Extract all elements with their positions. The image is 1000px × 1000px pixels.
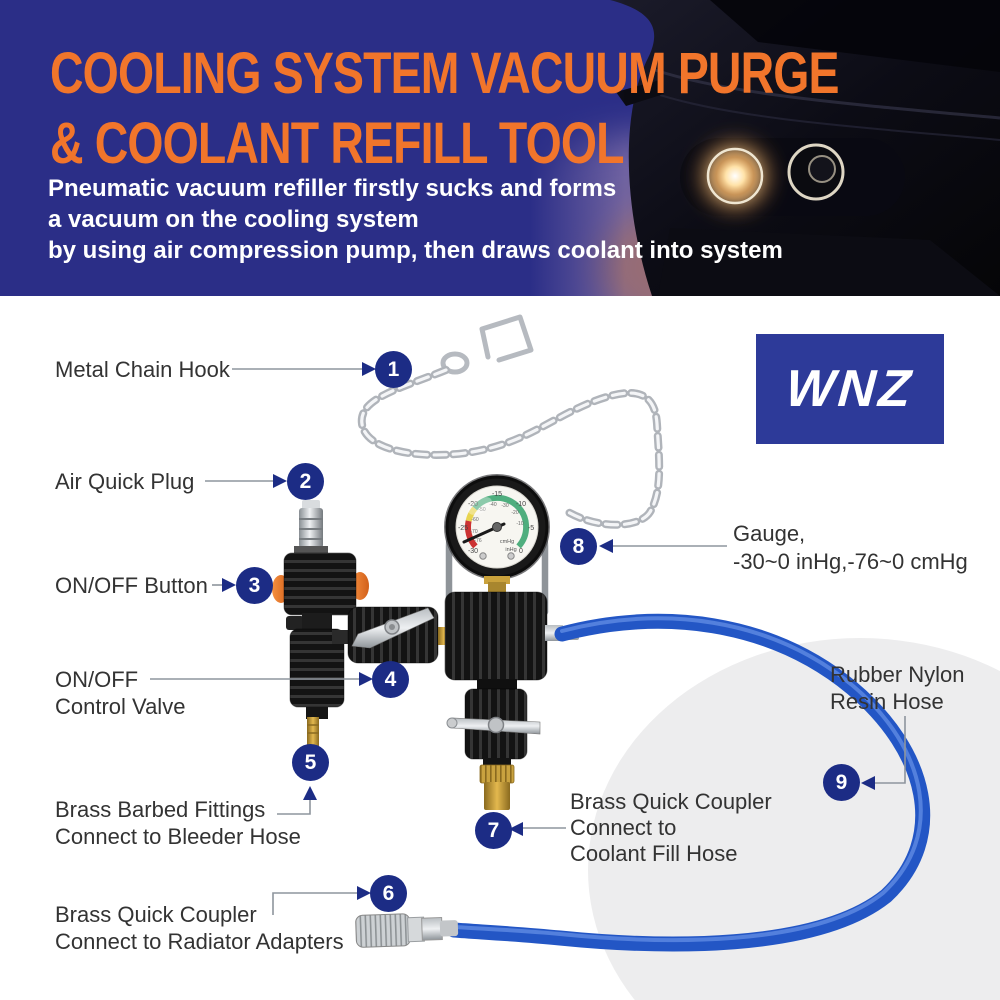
main-body <box>445 592 547 680</box>
label-line: Coolant Fill Hose <box>570 841 738 866</box>
header-banner <box>0 0 1000 296</box>
callout-label-8 <box>733 520 968 576</box>
chain-hook <box>482 317 531 360</box>
pump-side-port <box>286 616 304 630</box>
callout-label-4 <box>55 666 185 720</box>
hose-quick-coupler <box>355 912 458 948</box>
svg-text:-60: -60 <box>471 517 479 523</box>
callout-badge-9: 9 <box>823 764 860 801</box>
callout-badge-4: 4 <box>372 661 409 698</box>
label-line: ON/OFF Button <box>55 573 208 598</box>
subtitle-line-2: a vacuum on the cooling system <box>48 206 419 233</box>
brand-logo: WNZ <box>784 360 916 418</box>
gauge <box>445 475 549 579</box>
svg-text:-30: -30 <box>467 548 479 555</box>
label-line: Brass Quick Coupler <box>55 902 257 927</box>
svg-text:-70: -70 <box>470 529 478 535</box>
brass-quick-coupler-coolant <box>484 782 510 810</box>
gauge-needle-hub <box>493 523 502 532</box>
callout-arrow-5 <box>303 786 317 800</box>
callout-badge-8: 8 <box>560 528 597 565</box>
lower-valve-bolt <box>489 718 504 733</box>
svg-text:-25: -25 <box>457 525 469 532</box>
label-line: Gauge, <box>733 521 806 546</box>
brass-quick-coupler-collar <box>480 765 514 783</box>
svg-text:-50: -50 <box>478 507 486 513</box>
callout-badge-2: 2 <box>287 463 324 500</box>
svg-text:-20: -20 <box>511 510 519 516</box>
valve-connector <box>332 630 350 644</box>
callout-arrow-8 <box>599 539 613 553</box>
callout-badge-7: 7 <box>475 812 512 849</box>
callout-label-3 <box>55 572 208 599</box>
label-line: Brass Barbed Fittings <box>55 797 266 822</box>
label-line: Connect to <box>570 815 677 840</box>
svg-text:-30: -30 <box>501 503 509 509</box>
header-text-block <box>0 0 1000 296</box>
callout-arrow-1 <box>362 362 376 376</box>
brass-barbed-fitting <box>307 717 319 747</box>
gauge-unit-inhg: inHg <box>505 547 517 553</box>
callout-arrow-3 <box>222 578 236 592</box>
svg-text:-40: -40 <box>489 502 497 508</box>
body-neck <box>477 679 517 690</box>
label-line: Connect to Radiator Adapters <box>55 929 344 954</box>
label-line: Metal Chain Hook <box>55 357 230 382</box>
svg-text:0: 0 <box>519 548 523 555</box>
label-line: Rubber Nylon <box>830 662 965 687</box>
callout-label-1 <box>55 356 230 383</box>
callout-label-5 <box>55 796 301 850</box>
page-title-line-1: COOLING SYSTEM VACUUM PURGE <box>50 41 839 106</box>
callout-label-7 <box>570 789 772 867</box>
gauge-screw-right <box>508 553 514 559</box>
svg-text:-20: -20 <box>467 501 479 508</box>
coupler-knurled-sleeve <box>355 914 410 948</box>
gauge-screw-left <box>480 553 486 559</box>
pump-mid-joint <box>302 613 332 631</box>
coupler-ferrule <box>440 920 459 937</box>
callout-badge-1: 1 <box>375 351 412 388</box>
callout-label-6 <box>55 901 344 955</box>
pump-body-upper <box>284 553 356 615</box>
callout-label-2 <box>55 468 194 495</box>
subtitle-line-1: Pneumatic vacuum refiller firstly sucks and forms <box>48 175 617 202</box>
callout-label-9 <box>830 661 965 715</box>
callout-badge-6: 6 <box>370 875 407 912</box>
callout-badge-3: 3 <box>236 567 273 604</box>
svg-text:-10: -10 <box>516 521 524 527</box>
svg-text:-10: -10 <box>515 501 527 508</box>
callout-arrow-2 <box>273 474 287 488</box>
subtitle-line-3: by using air compression pump, then draws coolant into system <box>48 237 783 264</box>
callout-arrow-6 <box>357 886 371 900</box>
coupler-hex-nut <box>422 918 443 941</box>
control-valve <box>332 607 450 663</box>
gauge-unit-cmhg: cmHg <box>499 539 515 545</box>
svg-text:-76: -76 <box>474 538 482 544</box>
label-line: Resin Hose <box>830 689 944 714</box>
brand-logo-box <box>756 334 944 444</box>
label-line: Brass Quick Coupler <box>570 789 772 814</box>
page-title-line-2: & COOLANT REFILL TOOL <box>50 111 624 176</box>
label-line: Connect to Bleeder Hose <box>55 824 301 849</box>
svg-text:-5: -5 <box>527 525 535 532</box>
label-line: Control Valve <box>55 694 186 719</box>
callout-arrow-4 <box>359 672 373 686</box>
label-line: Air Quick Plug <box>55 469 195 494</box>
lower-lever-ball <box>447 718 457 728</box>
label-line: -30~0 inHg,-76~0 cmHg <box>733 549 968 574</box>
svg-text:-15: -15 <box>491 491 503 498</box>
label-line: ON/OFF <box>55 667 139 692</box>
callout-badge-5: 5 <box>292 744 329 781</box>
main-body-assembly <box>445 475 579 810</box>
